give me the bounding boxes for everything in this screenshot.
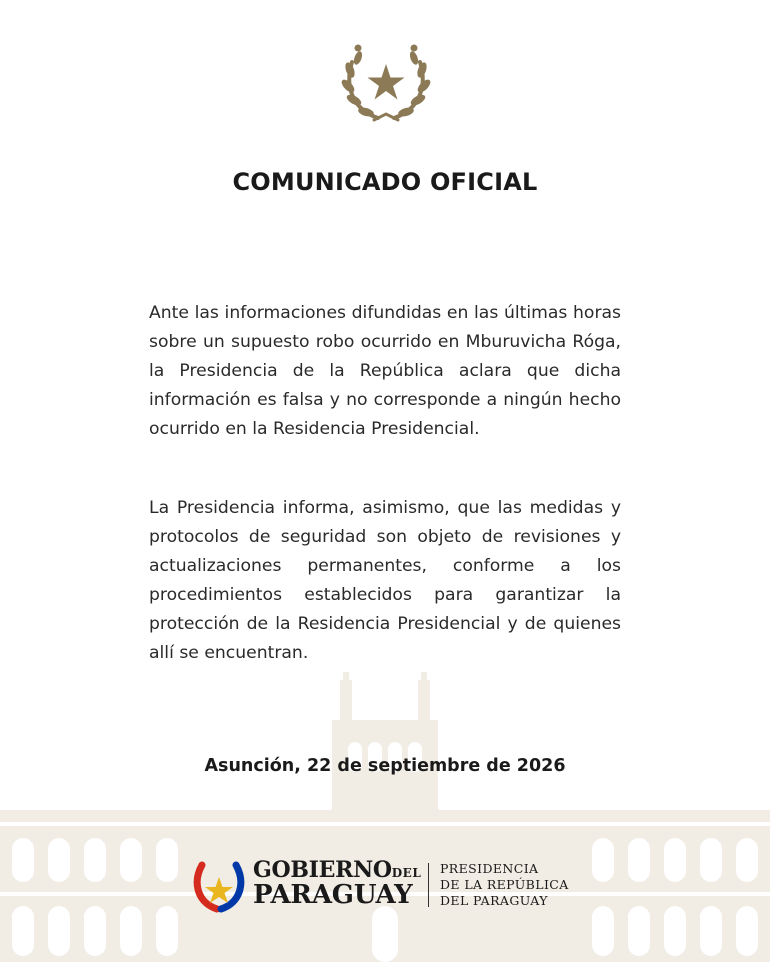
footer-divider bbox=[428, 863, 429, 907]
presidency-line: DE LA REPÚBLICA bbox=[440, 877, 569, 892]
statement-paragraph: La Presidencia informa, asimismo, que las medidas y protocolos de seguridad son objeto de revisiones y actualizaciones permanentes, conforme a los procedimientos establecidos para garantizar la protección de la Residencia Presidencial y de quienes allí se encuentran. bbox=[149, 498, 621, 663]
statement-paragraph: Ante las informaciones difundidas en las últimas horas sobre un supuesto robo ocurrido en Mburuvicha Róga, la Presidencia de la República aclara que dicha información es falsa y no corresponde a ningún hecho ocurrido en la Residencia Presidencial. bbox=[149, 303, 621, 439]
del-small: DEL bbox=[391, 866, 422, 880]
presidency-line: PRESIDENCIA bbox=[440, 861, 539, 876]
gobierno-word: GOBIERNO bbox=[253, 857, 392, 883]
palace-watermark bbox=[0, 660, 770, 962]
footer-logo bbox=[190, 855, 590, 915]
dateline: Asunción, 22 de septiembre de 2026 bbox=[204, 756, 566, 776]
star-laurel-icon bbox=[338, 40, 434, 126]
paraguay-seal-icon bbox=[190, 857, 248, 913]
paraguay-wordmark: PARAGUAY bbox=[253, 880, 413, 910]
presidency-line: DEL PARAGUAY bbox=[440, 893, 548, 908]
page-title: COMUNICADO OFICIAL bbox=[232, 168, 538, 196]
